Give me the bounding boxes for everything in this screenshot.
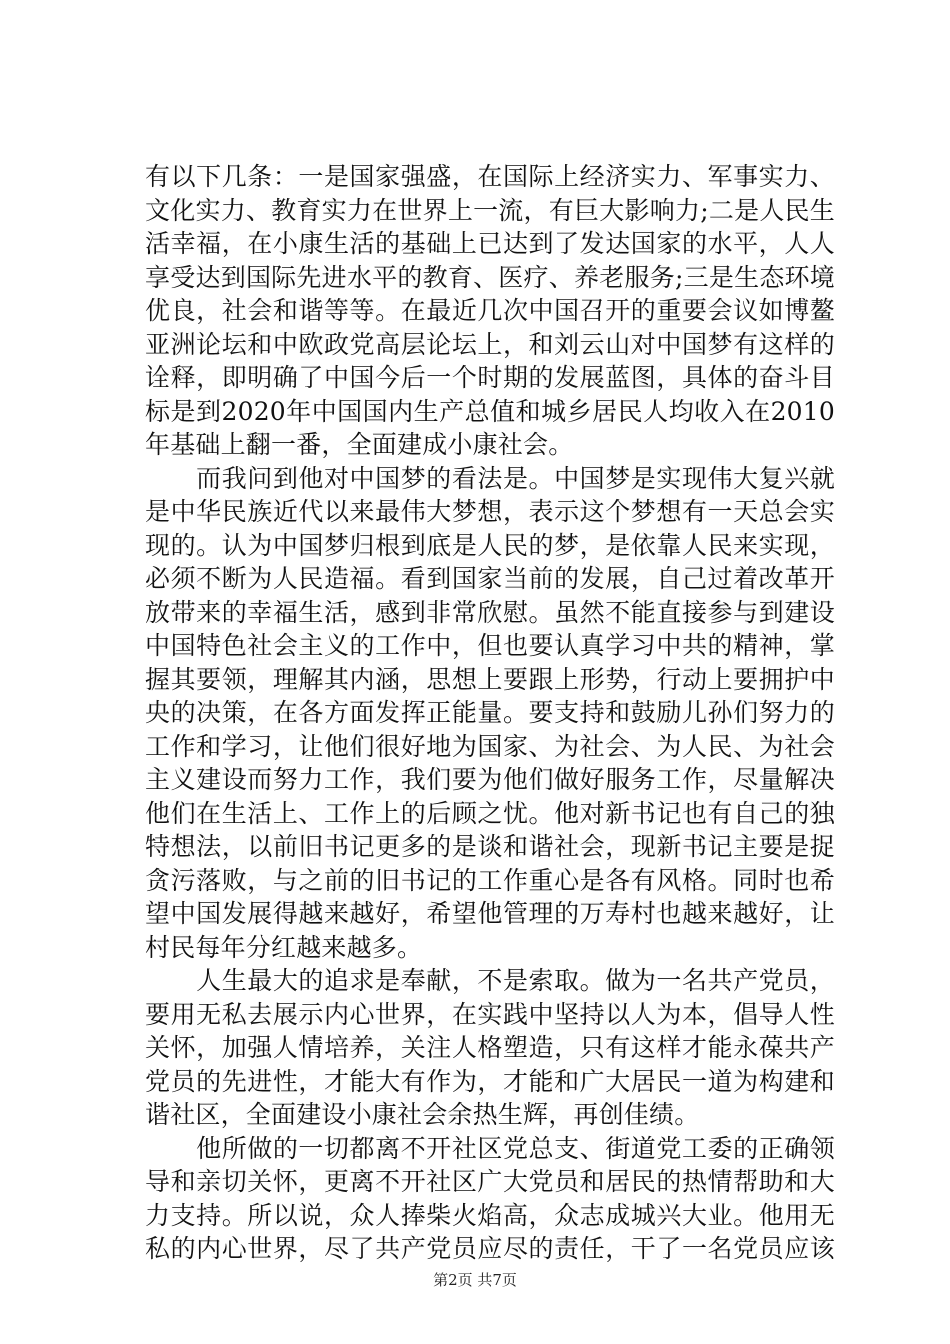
text-line: 人生最大的追求是奉献，不是索取。做为一名共产党员， — [145, 966, 835, 995]
text-line: 现的。认为中国梦归根到底是人民的梦，是依靠人民来实现， — [145, 530, 835, 560]
text-line: 主义建设而努力工作，我们要为他们做好服务工作，尽量解决 — [145, 765, 835, 794]
text-line: 诠释，即明确了中国今后一个时期的发展蓝图，具体的奋斗目 — [145, 363, 835, 392]
text-line: 他所做的一切都离不开社区党总支、街道党工委的正确领 — [145, 1133, 835, 1163]
text-line: 标是到2020年中国国内生产总值和城乡居民人均收入在2010 — [145, 396, 835, 426]
text-line: 握其要领，理解其内涵，思想上要跟上形势，行动上要拥护中 — [145, 664, 835, 694]
text-line: 力支持。所以说，众人捧柴火焰高，众志成城兴大业。他用无 — [145, 1200, 835, 1230]
text-line: 导和亲切关怀，更离不开社区广大党员和居民的热情帮助和大 — [145, 1167, 835, 1196]
text-line: 有以下几条：一是国家强盛，在国际上经济实力、军事实力、 — [145, 162, 835, 191]
text-line: 亚洲论坛和中欧政党高层论坛上，和刘云山对中国梦有这样的 — [145, 329, 835, 359]
text-line: 私的内心世界，尽了共产党员应尽的责任，干了一名党员应该 — [145, 1234, 835, 1263]
text-line: 他们在生活上、工作上的后顾之忧。他对新书记也有自己的独 — [145, 798, 835, 828]
text-line: 关怀，加强人情培养，关注人格塑造，只有这样才能永葆共产 — [145, 1033, 835, 1062]
text-line: 工作和学习，让他们很好地为国家、为社会、为人民、为社会 — [145, 731, 835, 761]
text-line: 优良，社会和谐等等。在最近几次中国召开的重要会议如博鳌 — [145, 296, 835, 325]
text-line: 特想法，以前旧书记更多的是谈和谐社会，现新书记主要是捉 — [145, 832, 835, 861]
text-line: 活幸福，在小康生活的基础上已达到了发达国家的水平，人人 — [145, 229, 835, 258]
text-line: 中国特色社会主义的工作中，但也要认真学习中共的精神，掌 — [145, 631, 835, 660]
text-line: 文化实力、教育实力在世界上一流，有巨大影响力;二是人民生 — [145, 195, 835, 225]
text-line: 谐社区，全面建设小康社会余热生辉，再创佳绩。 — [145, 1100, 700, 1129]
text-line: 村民每年分红越来越多。 — [145, 932, 423, 962]
text-line: 党员的先进性，才能大有作为，才能和广大居民一道为构建和 — [145, 1066, 835, 1096]
text-line: 放带来的幸福生活，感到非常欣慰。虽然不能直接参与到建设 — [145, 597, 835, 627]
document-body — [145, 160, 835, 1266]
text-line: 望中国发展得越来越好，希望他管理的万寿村也越来越好，让 — [145, 899, 835, 928]
page-footer: 第2页 共7页 — [433, 1271, 517, 1289]
text-line: 央的决策，在各方面发挥正能量。要支持和鼓励儿孙们努力的 — [145, 698, 835, 727]
text-line: 享受达到国际先进水平的教育、医疗、养老服务;三是生态环境 — [145, 262, 835, 292]
text-line: 年基础上翻一番，全面建成小康社会。 — [145, 430, 574, 459]
text-line: 贪污落败，与之前的旧书记的工作重心是各有风格。同时也希 — [145, 865, 835, 895]
text-line: 必须不断为人民造福。看到国家当前的发展，自己过着改革开 — [145, 564, 835, 593]
text-line: 要用无私去展示内心世界，在实践中坚持以人为本，倡导人性 — [145, 999, 835, 1029]
text-line: 而我问到他对中国梦的看法是。中国梦是实现伟大复兴就 — [145, 463, 835, 493]
text-line: 是中华民族近代以来最伟大梦想，表示这个梦想有一天总会实 — [145, 497, 835, 526]
